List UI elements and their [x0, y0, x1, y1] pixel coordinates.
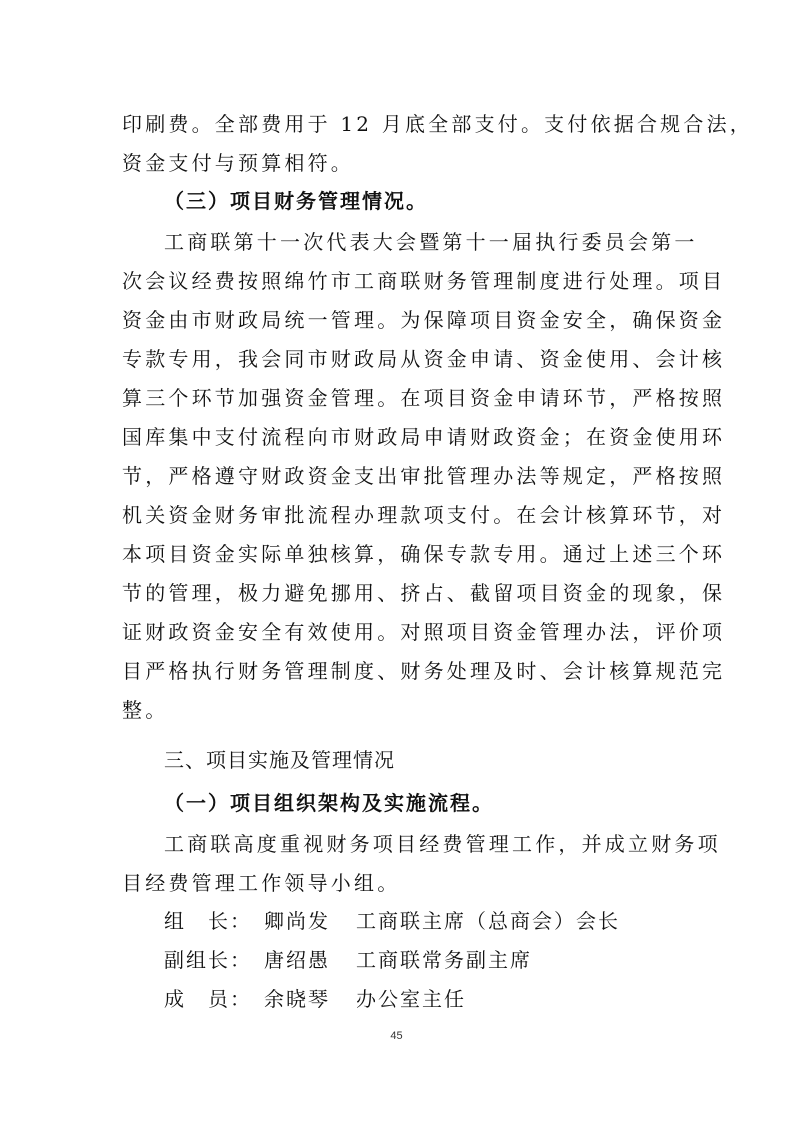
- paragraph-line: 次会议经费按照绵竹市工商联财务管理制度进行处理。项目: [122, 269, 726, 293]
- page-number: 45: [390, 1030, 403, 1042]
- section-heading: 三、项目实施及管理情况: [164, 748, 395, 772]
- paragraph-line: 工商联高度重视财务项目经费管理工作，并成立财务项: [164, 832, 721, 856]
- subheading-financial-management: （三）项目财务管理情况。: [164, 189, 428, 213]
- paragraph-line: 国库集中支付流程向市财政局申请财政资金；在资金使用环: [122, 425, 726, 449]
- paragraph-line: 专款专用，我会同市财政局从资金申请、资金使用、会计核: [122, 347, 726, 371]
- member-role: 副组长：: [164, 948, 252, 972]
- paragraph-line: 本项目资金实际单独核算，确保专款专用。通过上述三个环: [122, 542, 726, 566]
- member-name: 卿尚发: [264, 909, 330, 933]
- paragraph-line: 目经费管理工作领导小组。: [122, 871, 401, 895]
- paragraph-line: 资金由市财政局统一管理。为保障项目资金安全，确保资金: [122, 308, 726, 332]
- member-title: 办公室主任: [356, 987, 466, 1011]
- subheading-organization: （一）项目组织架构及实施流程。: [164, 791, 494, 815]
- paragraph-line: 节，严格遵守财政资金支出审批管理办法等规定，严格按照: [122, 464, 726, 488]
- paragraph-line: 整。: [122, 698, 169, 722]
- paragraph-line: 机关资金财务审批流程办理款项支付。在会计核算环节，对: [122, 503, 726, 527]
- member-role: 成 员：: [164, 987, 252, 1011]
- paragraph-line: 目严格执行财务管理制度、财务处理及时、会计核算规范完: [122, 659, 726, 683]
- member-title: 工商联主席（总商会）会长: [356, 909, 620, 933]
- member-row: [164, 942, 532, 978]
- paragraph-line: 节的管理，极力避免挪用、挤占、截留项目资金的现象，保: [122, 581, 726, 605]
- text-line: 资金支付与预算相符。: [122, 151, 354, 175]
- member-name: 唐绍愚: [264, 948, 330, 972]
- paragraph-line: 工商联第十一次代表大会暨第十一届执行委员会第一: [164, 230, 698, 254]
- text-line: 印刷费。全部费用于 12 月底全部支付。支付依据合规合法，: [122, 112, 753, 136]
- member-row: [164, 981, 466, 1017]
- paragraph-line: 算三个环节加强资金管理。在项目资金申请环节，严格按照: [122, 386, 726, 410]
- member-name: 余晓琴: [264, 987, 330, 1011]
- paragraph-line: 证财政资金安全有效使用。对照项目资金管理办法，评价项: [122, 620, 726, 644]
- member-row: [164, 903, 620, 939]
- member-role: 组 长：: [164, 909, 252, 933]
- member-title: 工商联常务副主席: [356, 948, 532, 972]
